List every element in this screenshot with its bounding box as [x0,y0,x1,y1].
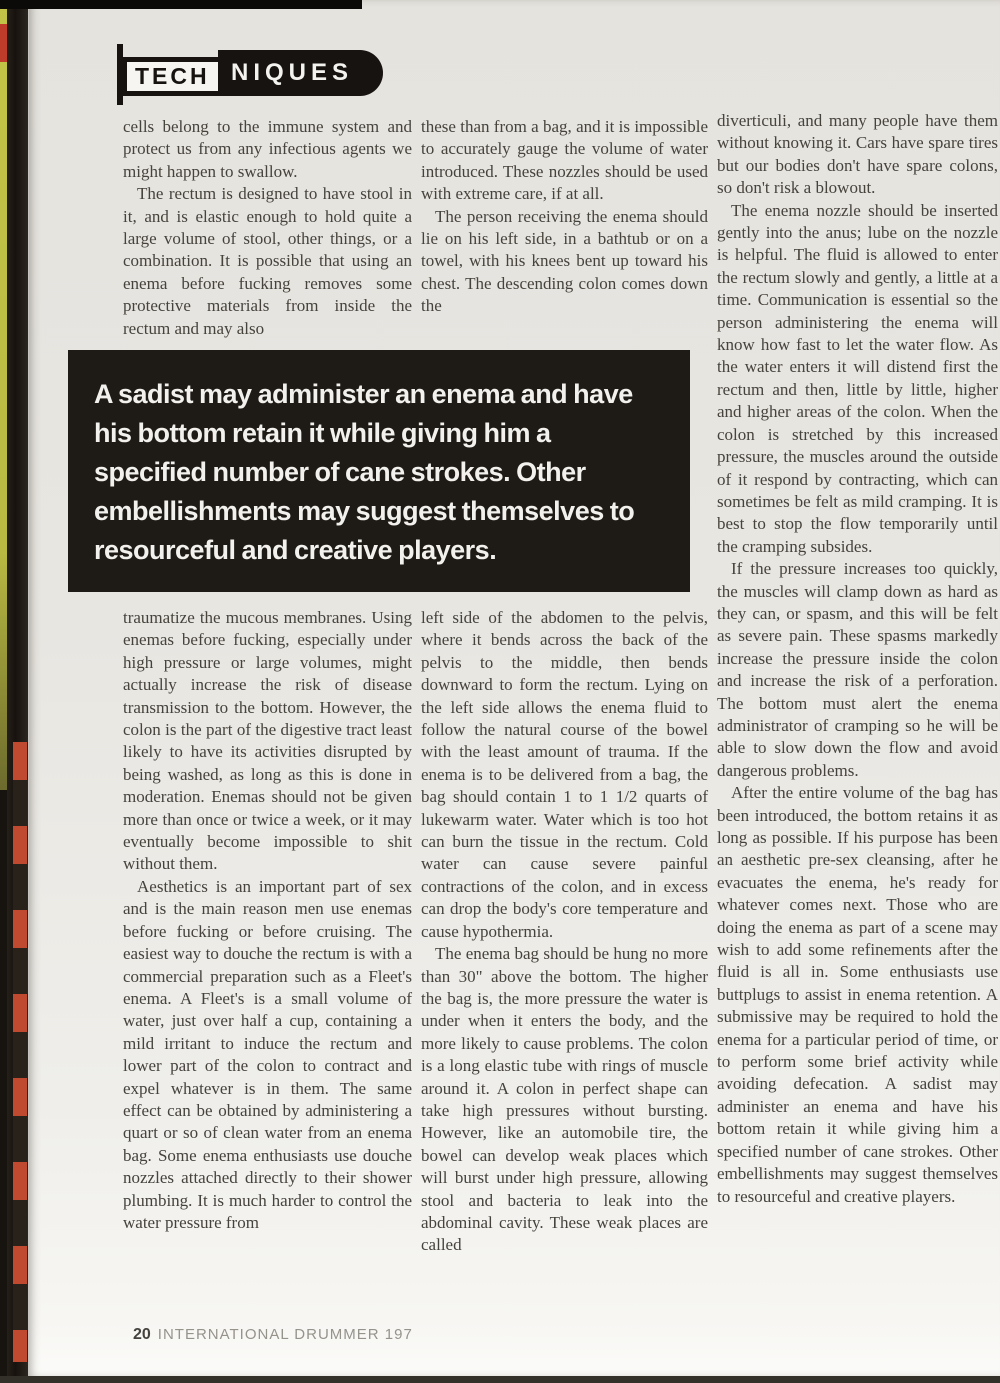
pull-quote-text: A sadist may administer an enema and have his bottom retain it while giving him a specified number of cane strokes. Other embellishments may suggest themselves to resourceful and creative players. [94,379,635,565]
body-paragraph: cells belong to the immune system and protect us from any infectious agents we might happen to swallow. [123,117,412,181]
body-paragraph: Aesthetics is an important part of sex and is the main reason men use enemas before fucking or before cruising. The easiest way to douche the rectum is with a commercial preparation such as a Fleet's enema. A Fleet's is a small volume of water, just over half a cup, containing a mild irritant to induce the rectum and lower part of the colon to contract and expel whatever is in them. The same effect can be obtained by administering a quart or so of clean water from an enema bag. Some enema enthusiasts use douche nozzles attached directly to their shower plumbing. It is much harder to control the water pressure from [123,876,412,1232]
scan-edge-red-mark [0,24,7,62]
column-2-upper [421,116,708,318]
scan-edge-bottom-bar [0,1376,1000,1383]
scan-edge-yellow-strip [0,0,7,790]
body-paragraph: left side of the abdomen to the pelvis, where it bends across the back of the pelvis to the middle, then bends downward to form the rectum. Lying on the left side allows the enema fluid to follow the natural course of the bowel with the least amount of trauma. If the enema is to be delivered from a bag, the bag should contain 1 to 1 1/2 quarts of lukewarm water. Water which is too hot can burn the tissue in the rectum. Cold water can cause severe painful contractions of the colon, and in excess can drop the body's core temperature and cause hypothermia. [421,608,708,941]
body-paragraph: After the entire volume of the bag has been introduced, the bottom retains it as long as possible. If his purpose has been an aesthetic pre-sex cleansing, after he evacuates the enema, he's ready for whatever comes next. Those who are doing the enema as part of a scene may wish to add some refinements after the fluid is all in. Some enthusiasts use buttplugs to assist in enema retention. A submissive may be required to hold the enema for a particular period of time, or to perform some brief activity while avoiding defecation. A sadist may administer an enema and have his bottom retain it while giving him a specified number of cane strokes. Other embellishments may suggest themselves to resourceful and creative players. [717,783,998,1206]
magazine-title: INTERNATIONAL DRUMMER 197 [157,1326,413,1343]
body-paragraph: The person receiving the enema should lie on his left side, in a bathtub or on a towel, with his knees bent up toward his chest. The descending colon comes down the [421,206,708,316]
column-1-lower [123,607,412,1234]
column-2-lower [421,607,708,1257]
body-paragraph: traumatize the mucous membranes. Using enemas before fucking, especially under high pressure or large volumes, might actually increase the risk of disease transmission to the bottom. However, the colon is the part of the digestive tract least likely to have its activities disrupted by being washed, as long as this is done in moderation. Enemas should not be given more than once or twice a week, or it may eventually become impossible to shit without them. [123,608,412,874]
scan-edge-page-stack [13,742,27,1362]
column-3 [717,110,998,1208]
scan-edge-top-bar [0,0,362,9]
column-1-upper [123,116,412,340]
page-number: 20 [133,1326,151,1343]
body-paragraph: The enema nozzle should be inserted gently into the anus; lube on the nozzle is helpful. The fluid is allowed to enter the rectum slowly and gently, a little at a time. Communication is essential so the person administering the enema will know how fast to let the water flow. As the water enters it will distend first the rectum and then, little by little, higher and higher areas of the colon. When the colon is stretched by this increased pressure, the muscles around the outside of it respond by contracting, which can sometimes be felt as mild cramping. It is best to stop the flow temporarily until the cramping subsides. [717,200,998,556]
logo-niques-label: NIQUES [218,50,383,96]
body-paragraph: The rectum is designed to have stool in it, and is elastic enough to hold quite a large volume of stool, other things, or a combination. It is possible that using an enema before fucking removes some protective materials from inside the rectum and may also [123,184,412,338]
page-footer [133,1326,413,1344]
logo-tech-label: TECH [122,57,223,96]
body-paragraph: The enema bag should be hung no more than 30" above the bottom. The higher the bag is, the more pressure the water is under when it enters the body, and the more likely to cause problems. The colon is a long elastic tube with rings of muscle around it. A colon in perfect shape can take high pressures without bursting. However, like an automobile tire, the bowel can develop weak places which will burst under high pressure, allowing stool and bacteria to leak into the abdominal cavity. These weak places are called [421,944,708,1255]
body-paragraph: diverticuli, and many people have them without knowing it. Cars have spare tires but our bodies don't have spare colons, so don't risk a blowout. [717,111,998,198]
pull-quote-box [68,350,690,592]
body-paragraph: these than from a bag, and it is impossible to accurately gauge the volume of water introduced. These nozzles should be used with extreme care, if at all. [421,117,708,204]
body-paragraph: If the pressure increases too quickly, the muscles will clamp down as hard as they can, or spasm, and this will be felt as severe pain. These spasms markedly increase the pressure inside the colon and increase the risk of a perforation. The bottom must alert the enema administrator of cramping so he will be able to slow down the flow and avoid dangerous problems. [717,559,998,780]
